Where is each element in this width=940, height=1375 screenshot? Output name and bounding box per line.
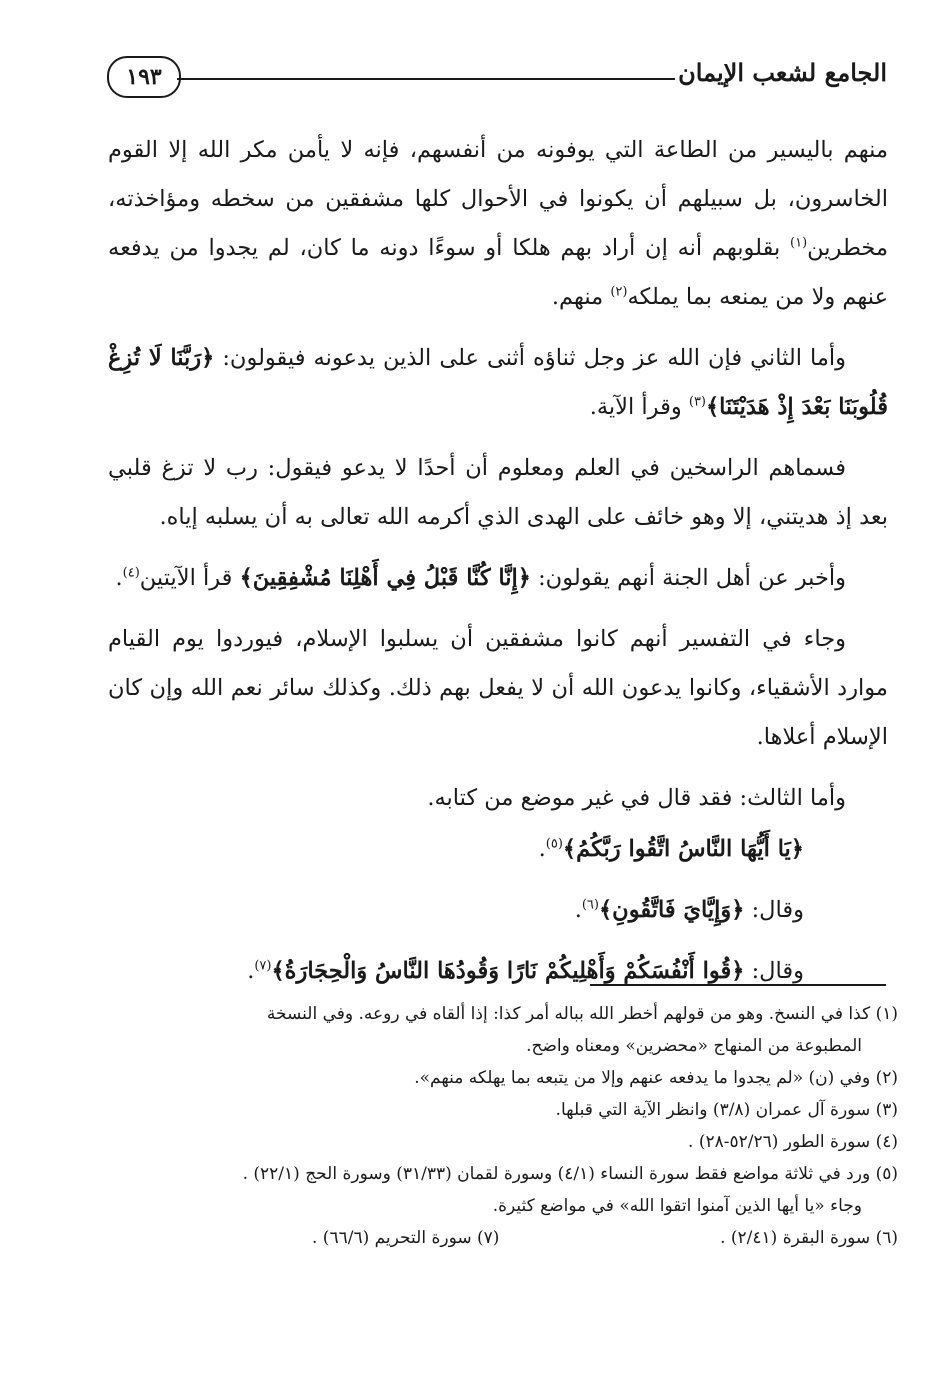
- paragraph-5: وجاء في التفسير أنهم كانوا مشفقين أن يسلبوا الإسلام، فيوردوا يوم القيام موارد الأشقياء، وكانوا يدعون الله أن لا يفعل بهم ذلك. وكذلك سائر نعم الله وإن كان الإسلام أعلاها.: [108, 626, 888, 750]
- quote-line-1: [108, 825, 888, 874]
- page-number: ١٩٣: [107, 56, 181, 98]
- footnote-4: (٤) سورة الطور (٥٢/٢٦-٢٨) .: [688, 1132, 898, 1152]
- footnote-ref-1: (١): [790, 235, 808, 251]
- paragraph-1-text-b: بقلوبهم أنه إن أراد بهم هلكا أو سوءًا دونه ما كان، لم يجدوا من يدفعه عنهم ولا من يمنعه بما يملكه: [108, 235, 888, 310]
- quote-line-3-intro: وقال:: [744, 958, 804, 984]
- footnote-ref-3: (٣): [688, 394, 706, 410]
- quran-verse-1: ﴿رَبَّنَا لَا تُزِغْ قُلُوبَنَا بَعْدَ إِذْ هَدَيْتَنَا﴾: [108, 345, 888, 420]
- paragraph-4-text: وأخبر عن أهل الجنة أنهم يقولون:: [530, 565, 846, 591]
- footnote-1: (١) كذا في النسخ. وهو من قولهم أخطر الله بباله أمر كذا: إذا ألقاه في روعه. وفي النسخة: [266, 1004, 898, 1024]
- paragraph-1-text: منهم باليسير من الطاعة التي يوفونه من أنفسهم، فإنه لا يأمن مكر الله إلا القوم الخاسرون، بل سبيلهم أن يكونوا في الأحوال كلها مشفقين من سخطه ومؤاخذته، مخطرين: [108, 137, 888, 261]
- quote-line-1-end: .: [538, 836, 546, 862]
- footnote-ref-5: (٥): [545, 836, 563, 852]
- footnotes: [112, 998, 898, 1254]
- footnote-row-6-7: [112, 1222, 898, 1254]
- footnote-ref-4: (٤): [122, 565, 140, 581]
- footnote-ref-2: (٢): [610, 284, 628, 300]
- footnote-6: (٦) سورة البقرة (٢/٤١) .: [720, 1228, 898, 1248]
- paragraph-1-text-c: منهم.: [551, 284, 611, 310]
- paragraph-4-text-c: .: [115, 565, 123, 591]
- paragraph-2-text: وأما الثاني فإن الله عز وجل ثناؤه أثنى على الذين يدعونه فيقولون:: [214, 345, 846, 371]
- paragraph-4: [108, 554, 888, 603]
- paragraph-2-text-b: وقرأ الآية.: [589, 394, 689, 420]
- quote-line-3: [108, 947, 888, 996]
- book-title: الجامع لشعب الإيمان: [678, 58, 887, 87]
- footnote-ref-6: (٦): [581, 897, 599, 913]
- paragraph-1: [108, 126, 888, 322]
- paragraph-3: فسماهم الراسخين في العلم ومعلوم أن أحدًا لا يدعو فيقول: رب لا تزغ قلبي بعد إذ هديتني، إلا وهو خائف على الهدى الذي أكرمه الله تعالى به أن يسلبه إياه.: [108, 455, 888, 530]
- footnote-5: (٥) ورد في ثلاثة مواضع فقط سورة النساء (٤/١) وسورة لقمان (٣١/٣٣) وسورة الحج (٢٢/١) .: [242, 1164, 898, 1184]
- main-text: [108, 126, 888, 1008]
- quran-verse-4: ﴿وَإِيَّايَ فَاتَّقُونِ﴾: [598, 897, 745, 923]
- footnote-2: (٢) وفي (ن) «لم يجدوا ما يدفعه عنهم وإلا من يتبعه بما يهلكه منهم».: [414, 1068, 898, 1088]
- quote-line-2: [108, 886, 888, 935]
- footnote-ref-7: (٧): [254, 958, 272, 974]
- quote-line-2-end: .: [574, 897, 582, 923]
- paragraph-4-text-b: قرأ الآيتين: [139, 565, 240, 591]
- footnote-1-continued: المطبوعة من المنهاج «محضرين» ومعناه واضح.: [526, 1036, 862, 1056]
- quote-line-3-end: .: [247, 958, 255, 984]
- footnote-separator: [590, 984, 886, 986]
- header-rule: [177, 78, 675, 80]
- paragraph-2: [108, 334, 888, 432]
- quran-verse-2: ﴿إِنَّا كُنَّا قَبْلُ فِي أَهْلِنَا مُشْفِقِينَ﴾: [239, 565, 531, 591]
- quote-line-2-intro: وقال:: [744, 897, 804, 923]
- footnote-7: (٧) سورة التحريم (٦٦/٦) .: [312, 1228, 500, 1248]
- paragraph-6: وأما الثالث: فقد قال في غير موضع من كتابه.: [427, 785, 846, 811]
- quran-verse-3: ﴿يَا أَيُّهَا النَّاسُ اتَّقُوا رَبَّكُمُ﴾: [562, 836, 804, 862]
- footnote-5-continued: وجاء «يا أيها الذين آمنوا اتقوا الله» في مواضع كثيرة.: [492, 1196, 862, 1216]
- quran-verse-5: ﴿قُوا أَنْفُسَكُمْ وَأَهْلِيكُمْ نَارًا وَقُودُهَا النَّاسُ وَالْحِجَارَةُ﴾: [271, 958, 745, 984]
- running-header: [105, 50, 887, 110]
- footnote-3: (٣) سورة آل عمران (٣/٨) وانظر الآية التي قبلها.: [555, 1100, 898, 1120]
